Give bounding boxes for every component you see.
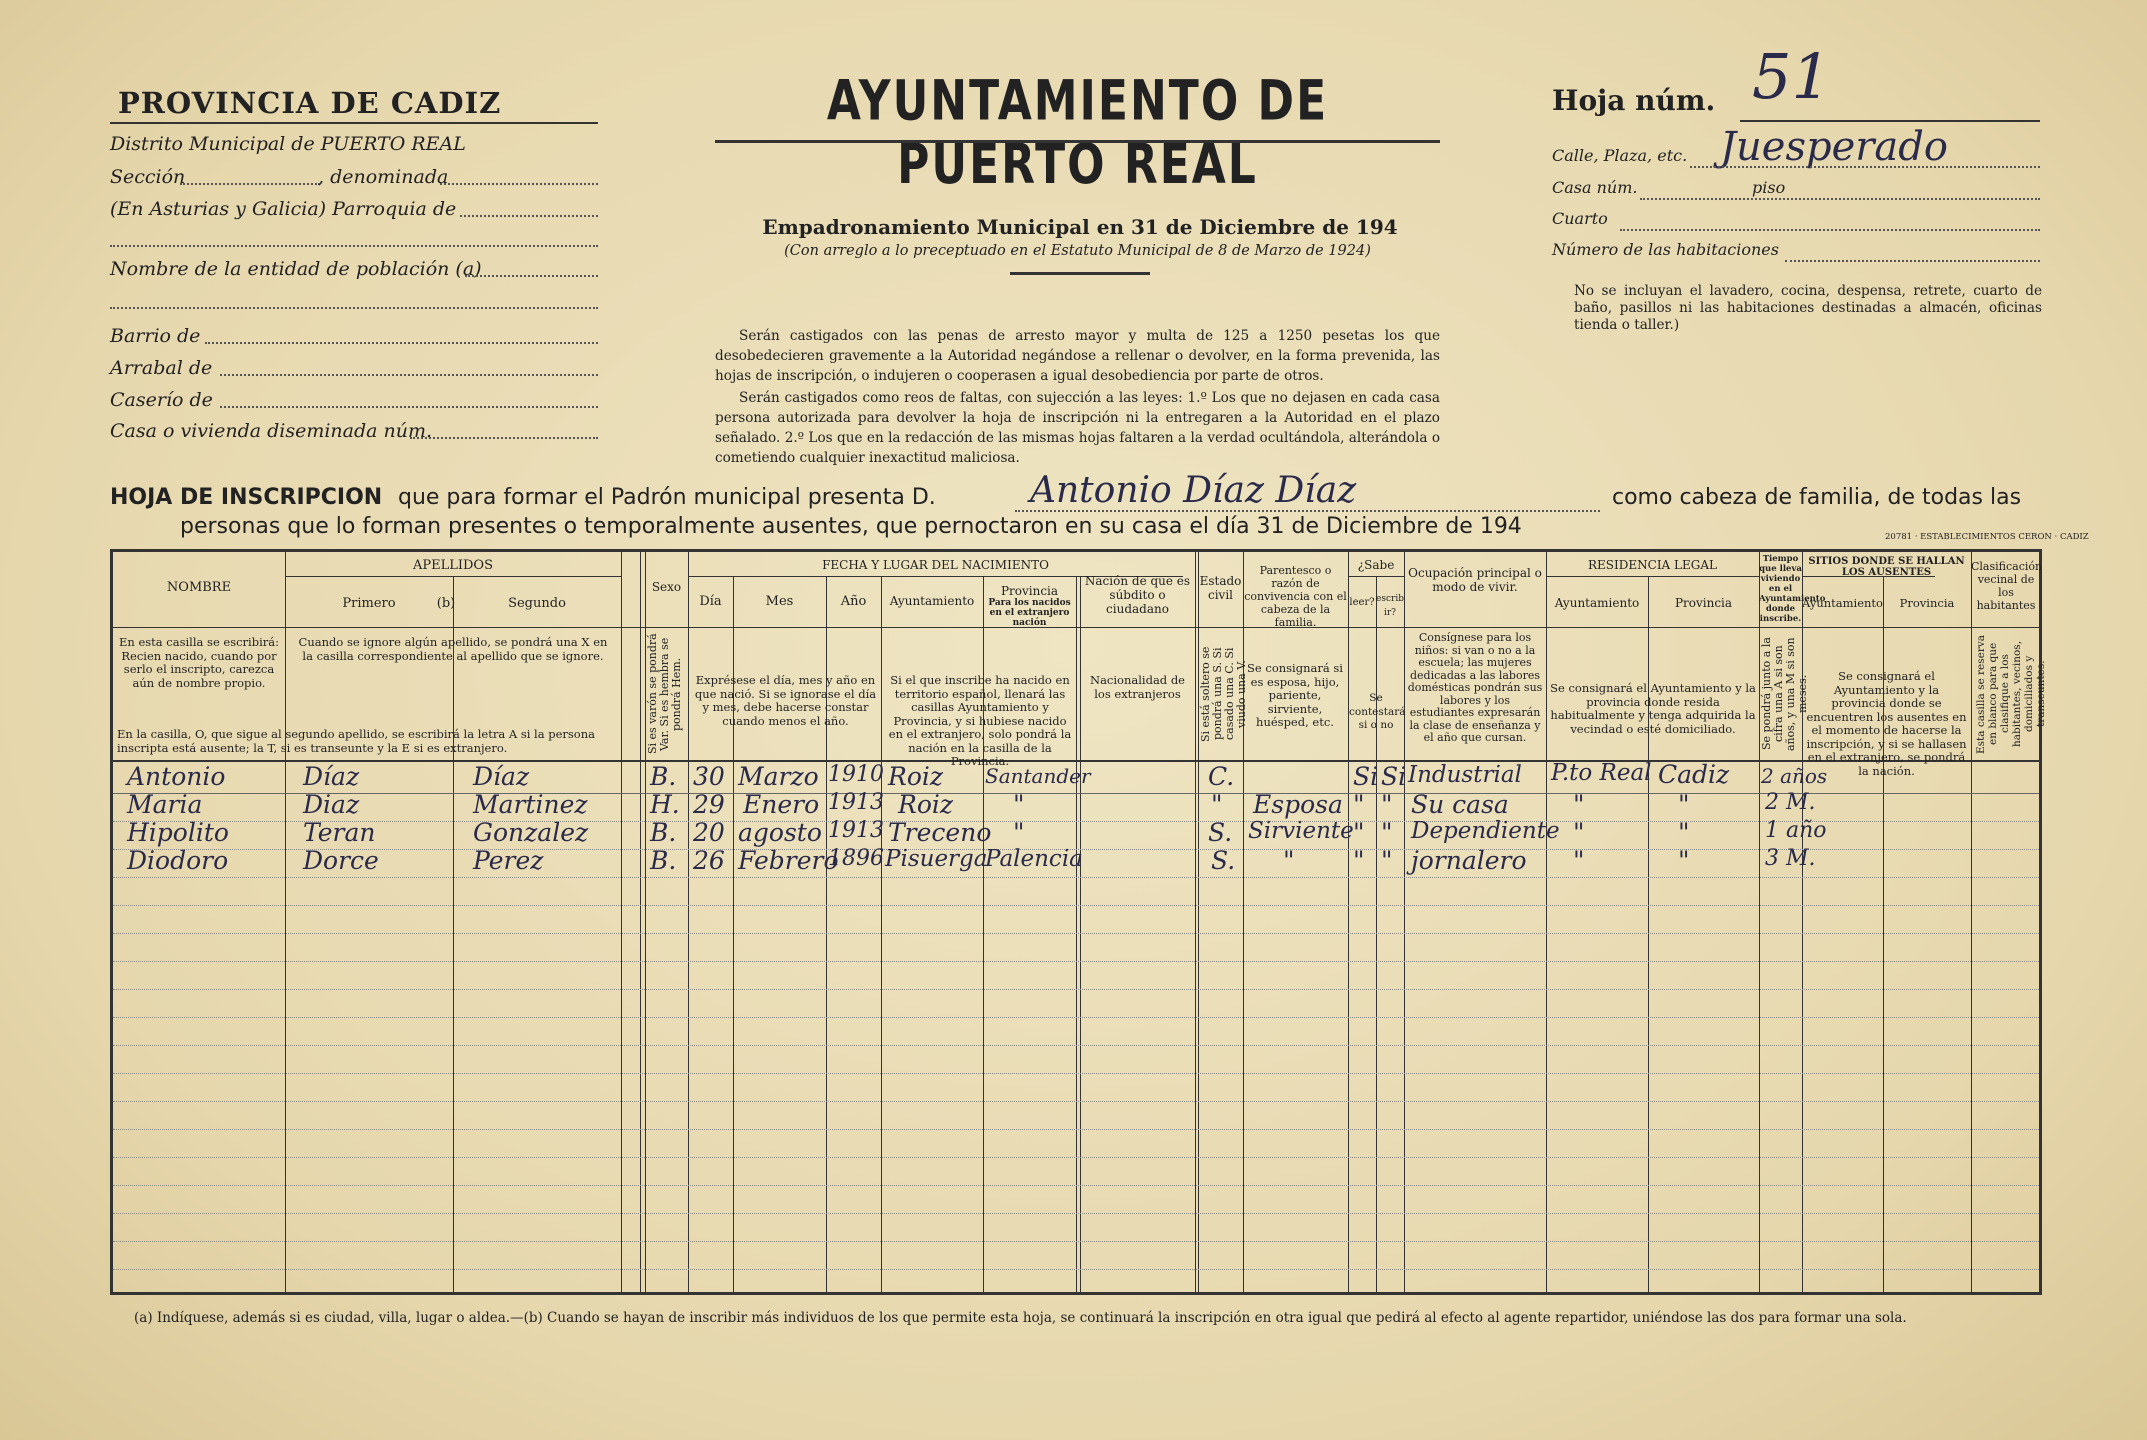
col-escribir: escribir?	[1376, 594, 1404, 618]
row4-tiempo: 3 M.	[1765, 846, 1816, 871]
col-dia: Día	[699, 594, 722, 609]
inst-nacion: Nacionalidad de los extranjeros	[1090, 673, 1185, 701]
row4-estado: S.	[1211, 846, 1236, 875]
col-res-prov: Provincia	[1674, 596, 1733, 610]
census-table	[110, 549, 2047, 1295]
cuarto-label: Cuarto	[1552, 209, 1608, 228]
calle-value: Juesperado	[1720, 124, 1948, 170]
row1-res-ayto: P.to Real	[1551, 760, 1652, 786]
row2-escribir: "	[1381, 790, 1393, 819]
inscription-lead: HOJA DE INSCRIPCION	[110, 485, 383, 510]
row3-dia: 20	[693, 818, 725, 847]
row2-nombre: Maria	[127, 790, 203, 819]
row1-ocupacion: Industrial	[1408, 762, 1522, 788]
row2-sexo: H.	[650, 790, 680, 819]
col-segundo: Segundo	[508, 596, 566, 611]
penalty-paragraph-2: Serán castigados como reos de faltas, con sujección a las leyes: 1.º Los que no dejasen en cada casa persona autorizada para devolver la hoja de inscripción ni la entregaren a la Autoridad en el plazo señalado. 2.º Los que en la redacción de las mismas hojas faltaren a la verdad ocultándola, alterándola o cometiendo cualquier inexactitud maliciosa.	[715, 390, 1440, 466]
row4-leer: "	[1353, 846, 1365, 875]
row4-anio: 1896	[828, 846, 884, 871]
col-provincia: Provincia	[1000, 584, 1059, 598]
habitaciones-note: No se incluyan el lavadero, cocina, despensa, retrete, cuarto de baño, pasillos ni las habitaciones destinadas a almacén, oficinas tienda o taller.)	[1574, 283, 2042, 333]
subtitle-note: (Con arreglo a lo preceptuado en el Estatuto Municipal de 8 de Marzo de 1924)	[784, 243, 1371, 259]
sheet-number: 51	[1752, 40, 1831, 113]
col-estado: Estado civil	[1199, 574, 1242, 602]
row3-segundo: Gonzalez	[473, 818, 589, 847]
seccion-label: Sección	[110, 166, 186, 188]
row1-escribir: Si	[1381, 762, 1407, 791]
subtitle: Empadronamiento Municipal en 31 de Diciembre de 194	[762, 215, 1398, 239]
col-sit-prov: Provincia	[1899, 596, 1955, 610]
penalty-paragraph-1: Serán castigados con las penas de arresto mayor y multa de 125 a 1250 pesetas los que desobedecieren gravemente a la Autoridad negándose a rellenar o devolver, en la forma prevenida, las hojas de inscripción, o indujeren o cooperasen a igual desobediencia por parte de otros.	[715, 328, 1440, 384]
inst-lugar: Si el que inscribe ha nacido en territorio español, llenará las casillas Ayuntamiento y Provincia, y si hubiese nacido en el extranjero, solo pondrá la nación en la casilla de la Provincia.	[888, 673, 1072, 768]
row1-prov: Santander	[985, 764, 1091, 788]
inst-sabe: Se contestará si o no	[1349, 692, 1406, 731]
row2-estado: "	[1211, 790, 1223, 819]
inst-parentesco: Se consignará si es esposa, hijo, pariente, sirviente, huésped, etc.	[1247, 661, 1343, 729]
row2-leer: "	[1353, 790, 1365, 819]
row1-nombre: Antonio	[127, 762, 226, 791]
arrabal-label: Arrabal de	[110, 357, 213, 379]
col-primero: Primero	[342, 596, 396, 611]
inst-fecha: Exprésese el día, mes y año en que nació. Si se ignorase el día y mes, debe hacerse constar cuando menos el año.	[694, 673, 877, 728]
sheet-label: Hoja núm.	[1552, 84, 1716, 117]
row2-parentesco: Esposa	[1253, 790, 1343, 819]
col-tiempo: Tiempo que lleva viviendo en el Ayuntamiento donde inscribe.	[1759, 554, 1826, 624]
col-clasificacion: Clasificación vecinal de los habitantes	[1971, 560, 2043, 612]
col-fecha-lugar: FECHA Y LUGAR DEL NACIMIENTO	[822, 558, 1049, 572]
row4-res-ayto: "	[1573, 846, 1585, 875]
row3-prov: "	[1013, 818, 1025, 847]
piso-label: piso	[1752, 178, 1786, 197]
row2-mes: Enero	[743, 790, 820, 819]
row1-res-prov: Cadiz	[1658, 760, 1730, 789]
row3-primero: Teran	[303, 818, 376, 847]
row4-escribir: "	[1381, 846, 1393, 875]
casa-num-label: Casa núm.	[1552, 178, 1638, 197]
inst-residencia: Se consignará el Ayuntamiento y la provincia donde resida habitualmente y tenga adquirida la vecindad o esté domiciliado.	[1550, 681, 1756, 736]
caserio-label: Caserío de	[110, 389, 213, 411]
row2-anio: 1913	[828, 790, 884, 815]
row1-leer: Si	[1353, 762, 1379, 791]
row4-mes: Febrero	[738, 846, 839, 875]
row2-ocupacion: Su casa	[1411, 790, 1509, 819]
row4-segundo: Perez	[473, 846, 544, 875]
inst-apellidos: Cuando se ignore algún apellido, se pondrá una X en la casilla correspondiente al apellido que se ignore.	[298, 635, 608, 663]
row1-mes: Marzo	[738, 762, 819, 791]
row4-parentesco: "	[1283, 846, 1295, 875]
row1-sexo: B.	[650, 762, 677, 791]
row3-mes: agosto	[738, 818, 822, 847]
habitaciones-label: Número de las habitaciones	[1552, 240, 1779, 259]
row3-estado: S.	[1208, 818, 1233, 847]
row4-primero: Dorce	[303, 846, 379, 875]
row2-prov: "	[1013, 790, 1025, 819]
row3-tiempo: 1 año	[1765, 818, 1827, 843]
inst-tiempo: Se pondrá junto a la cifra una A si son años, y una M si son meses.	[1760, 637, 1809, 751]
inst-sexo: Si es varón se pondrá Var. Si es hembra se pondrá Hem.	[646, 633, 683, 755]
row4-dia: 26	[693, 846, 725, 875]
ornament	[1010, 272, 1150, 275]
col-ayuntamiento: Ayuntamiento	[889, 594, 975, 608]
col-nacion: Nación de que es súbdito o ciudadano	[1084, 574, 1191, 616]
row2-ayto: Roiz	[898, 790, 954, 819]
row1-ayto: Roiz	[888, 762, 944, 791]
col-leer: leer?	[1349, 597, 1375, 608]
col-sitios: SITIOS DONDE SE HALLAN LOS AUSENTES	[1808, 556, 1965, 578]
row3-nombre: Hipolito	[127, 818, 229, 847]
row3-escribir: "	[1381, 818, 1393, 847]
row1-estado: C.	[1208, 762, 1235, 791]
col-sexo: Sexo	[651, 580, 682, 594]
col-res-ayto: Ayuntamiento	[1554, 596, 1640, 610]
col-ocupacion: Ocupación principal o modo de vivir.	[1408, 566, 1542, 594]
col-sabe: ¿Sabe	[1357, 558, 1395, 572]
col-parentesco: Parentesco o razón de convivencia con el cabeza de la familia.	[1244, 564, 1347, 629]
row4-ayto: Pisuerga	[885, 846, 988, 872]
col-provincia-note: Para los nacidos en el extranjero nación	[988, 598, 1071, 628]
inscription-text-2: como cabeza de familia, de todas las	[1612, 485, 2022, 510]
footer-note: (a) Indíquese, además si es ciudad, villa, lugar o aldea.—(b) Cuando se hayan de inscribir más individuos de los que permite esta hoja, se continuará la inscripción en otra igual que pedirá al efecto al agente repartidor, uniéndose las dos para formar una sola.	[134, 1310, 1907, 1326]
row4-ocupacion: jornalero	[1411, 846, 1527, 875]
row2-dia: 29	[693, 790, 725, 819]
row4-res-prov: "	[1678, 846, 1690, 875]
row3-parentesco: Sirviente	[1248, 818, 1354, 844]
barrio-label: Barrio de	[110, 325, 201, 347]
row1-tiempo: 2 años	[1761, 764, 1828, 788]
row1-segundo: Díaz	[473, 762, 530, 791]
print-code: 20781 · ESTABLECIMIENTOS CERON · CADIZ	[1885, 532, 2089, 542]
row1-dia: 30	[693, 762, 725, 791]
calle-label: Calle, Plaza, etc.	[1552, 146, 1688, 165]
inst-clasificacion: Esta casilla se reserva en blanco para que clasifique a los habitantes, vecinos, domiciliados y transeuntes.	[1975, 634, 2047, 754]
row4-prov: Palencia	[985, 846, 1083, 872]
row3-res-ayto: "	[1573, 818, 1585, 847]
distrito-label: Distrito Municipal de PUERTO REAL	[110, 133, 466, 155]
row2-res-ayto: "	[1573, 790, 1585, 819]
col-residencia: RESIDENCIA LEGAL	[1588, 558, 1717, 572]
row2-tiempo: 2 M.	[1765, 790, 1816, 815]
inscription-text-3: personas que lo forman presentes o temporalmente ausentes, que pernoctaron en su casa el día 31 de Diciembre de 194	[180, 514, 1522, 539]
inst-o: En la casilla, O, que sigue al segundo apellido, se escribirá la letra A si la persona inscripta está ausente; la T, si es transeunte y la E si es extranjero.	[117, 727, 595, 755]
row2-segundo: Martinez	[473, 790, 588, 819]
col-mes: Mes	[765, 594, 794, 609]
row1-anio: 1910	[828, 762, 884, 787]
row3-res-prov: "	[1678, 818, 1690, 847]
row3-leer: "	[1353, 818, 1365, 847]
province-heading: PROVINCIA DE CADIZ	[118, 86, 502, 120]
row2-primero: Diaz	[303, 790, 360, 819]
inst-ocupacion: Consígnese para los niños: si van o no a la escuela; las mujeres dedicadas a las labores domésticas pondrán sus labores y los estudiantes expresarán la clase de enseñanza y el año que cursan.	[1407, 631, 1543, 744]
row3-ocupacion: Dependiente	[1411, 818, 1560, 844]
col-anio: Año	[840, 594, 867, 609]
denominada-label: , denominada	[318, 166, 449, 188]
row4-nombre: Diodoro	[127, 846, 229, 875]
entidad-label: Nombre de la entidad de población (a)	[110, 258, 482, 280]
col-b: (b)	[436, 596, 456, 611]
parroquia-label: (En Asturias y Galicia) Parroquia de	[110, 198, 457, 220]
col-apellidos: APELLIDOS	[412, 558, 493, 573]
page-title: AYUNTAMIENTO DE PUERTO REAL	[826, 69, 1329, 197]
inst-sitios: Se consignará el Ayuntamiento y la provincia donde se encuentren los ausentes en el momento de hacerse la inscripción, y si se hallasen en el extranjero, se pondrá la nación.	[1806, 669, 1967, 778]
col-sit-ayto: Ayuntamiento	[1802, 596, 1883, 610]
inscription-text-1: que para formar el Padrón municipal presenta D.	[398, 485, 936, 510]
row3-ayto: Treceno	[888, 818, 992, 847]
casa-vivienda-label: Casa o vivienda diseminada núm.	[110, 420, 433, 442]
row4-sexo: B.	[650, 846, 677, 875]
inst-estado: Si está soltero se pondrá una S. Si casado una C. Si viudo una V.	[1199, 646, 1248, 742]
row1-primero: Díaz	[303, 762, 360, 791]
row3-anio: 1913	[828, 818, 884, 843]
row3-sexo: B.	[650, 818, 677, 847]
head-of-family: Antonio Díaz Díaz	[1030, 470, 1357, 511]
inst-nombre: En esta casilla se escribirá: Recien nacido, cuando por serlo el inscripto, carezca aún de nombre propio.	[119, 635, 279, 690]
col-nombre: NOMBRE	[166, 580, 232, 595]
row2-res-prov: "	[1678, 790, 1690, 819]
